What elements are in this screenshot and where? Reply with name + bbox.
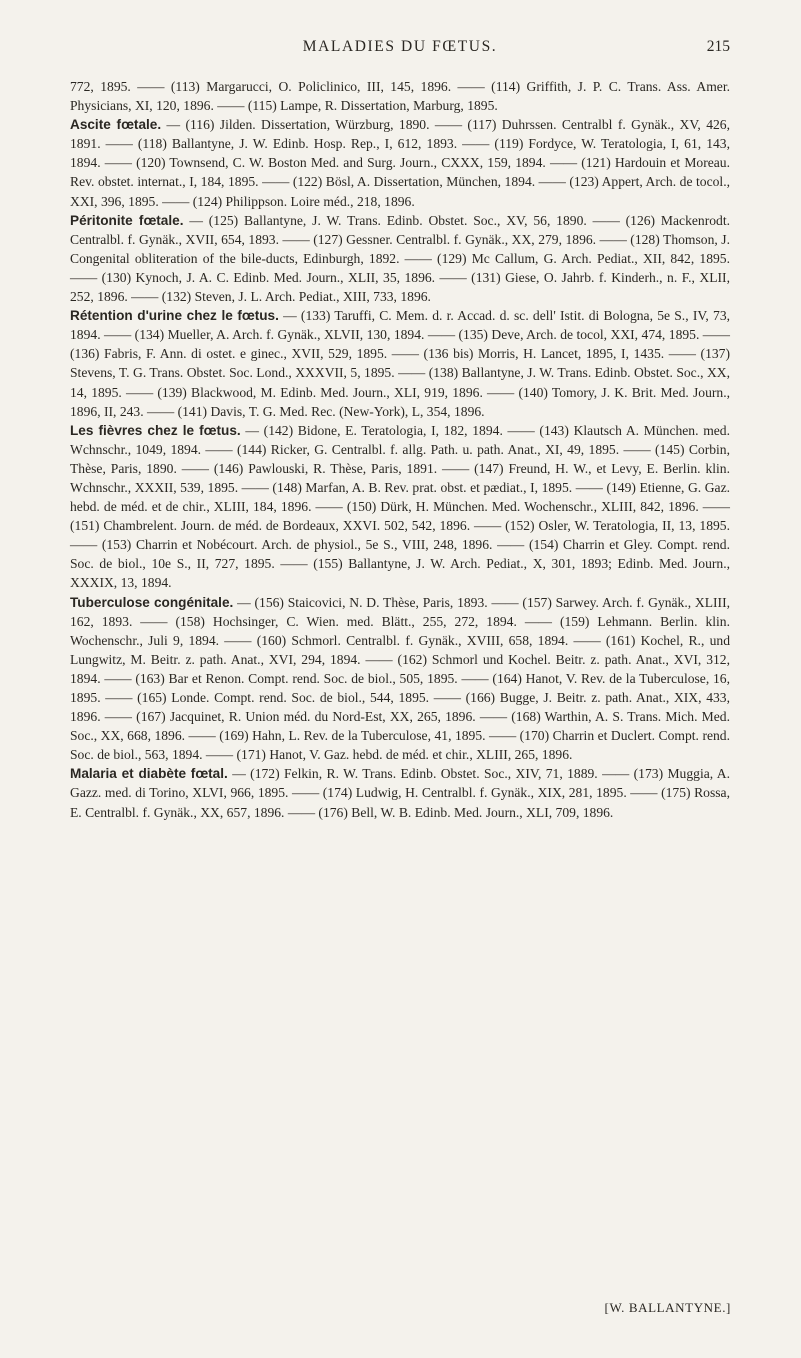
bibliography-section-continuation	[70, 77, 730, 115]
bibliography-section	[70, 421, 730, 593]
section-heading: Malaria et diabète fœtal.	[70, 766, 228, 782]
author-signature: [W. BALLANTYNE.]	[604, 1300, 731, 1315]
section-text: — (133) Taruffi, C. Mem. d. r. Accad. d. sc. dell' Istit. di Bologna, 5e S., IV, 73, 1894. —— (134) Mueller, A. Arch. f. Gynäk., XLVII, 130, 1894. —— (135) Deve, Arch. de tocol, XXI, 474, 1895. —— (136) Fabris, F. Ann. di ostet. e ginec., XVII, 529, 1895. —— (136 bis) Morris, H. Lancet, 1895, I, 1435. —— (137) Stevens, T. G. Trans. Obstet. Soc. Lond., XXXVII, 5, 1895. —— (138) Ballantyne, J. W. Trans. Edinb. Obstet. Soc., XX, 14, 1895. —— (139) Blackwood, M. Edinb. Med. Journ., XLI, 919, 1896. —— (140) Tomory, J. K. Brit. Med. Journ., 1896, II, 243. —— (141) Davis, T. G. Med. Rec. (New-York), L, 354, 1896.	[70, 308, 731, 419]
section-heading: Péritonite fœtale.	[70, 212, 184, 228]
page-header	[70, 38, 730, 68]
bibliography-body	[70, 77, 730, 822]
section-text: 772, 1895. —— (113) Margarucci, O. Policlinico, III, 145, 1896. —— (114) Griffith, J. P. C. Trans. Ass. Amer. Physicians, XI, 120, 1896. —— (115) Lampe, R. Dissertation, Marburg, 1895.	[70, 79, 730, 114]
section-text: — (172) Felkin, R. W. Trans. Edinb. Obstet. Soc., XIV, 71, 1889. —— (173) Muggia, A. Gazz. med. di Torino, XLVI, 966, 1895. —— (174) Ludwig, H. Centralbl. f. Gynäk., XIX, 281, 1895. —— (175) Rossa, E. Centralbl. f. Gynäk., XX, 657, 1896. —— (176) Bell, W. B. Edinb. Med. Journ., XLI, 709, 1896.	[70, 766, 731, 820]
running-title: MALADIES DU FŒTUS.	[302, 38, 498, 55]
section-text: — (156) Staicovici, N. D. Thèse, Paris, 1893. —— (157) Sarwey. Arch. f. Gynäk., XLIII, 162, 1893. —— (158) Hochsinger, C. Wien. med. Blätt., 255, 272, 1894. —— (159) Lehmann. Berlin. klin. Wochenschr., Juli 9, 1894. —— (160) Schmorl. Centralbl. f. Gynäk., XVIII, 658, 1894. —— (161) Kochel, R., und Lungwitz, M. Beitr. z. path. Anat., XVI, 294, 1894. —— (162) Schmorl und Kochel. Beitr. z. path. Anat., XVI, 312, 1894. —— (163) Bar et Renon. Compt. rend. Soc. de biol., 505, 1895. —— (164) Hanot, V. Rev. de la Tuberculose, 16, 1895. —— (165) Londe. Compt. rend. Soc. de biol., 544, 1895. —— (166) Bugge, J. Beitr. z. path. Anat., XIX, 433, 1896. —— (167) Jacquinet, R. Union méd. du Nord-Est, XX, 265, 1896. —— (168) Warthin, A. S. Trans. Mich. Med. Soc., XX, 668, 1896. —— (169) Hahn, L. Rev. de la Tuberculose, 41, 1895. —— (170) Charrin et Duclert. Compt. rend. Soc. de biol., 563, 1894. —— (171) Hanot, V. Gaz. hebd. de méd. et chir., XLIII, 265, 1896.	[70, 594, 731, 763]
page-number: 215	[706, 38, 730, 55]
section-heading: Rétention d'urine chez le fœtus.	[70, 308, 279, 324]
section-heading: Ascite fœtale.	[70, 117, 162, 133]
bibliography-section	[70, 211, 730, 306]
section-heading: Les fièvres chez le fœtus.	[70, 422, 241, 438]
bibliography-section	[70, 764, 730, 821]
section-text: — (125) Ballantyne, J. W. Trans. Edinb. Obstet. Soc., XV, 56, 1890. —— (126) Mackenrodt. Centralbl. f. Gynäk., XVII, 654, 1893. —— (127) Gessner. Centralbl. f. Gynäk., XX, 279, 1896. —— (128) Thomson, J. Congenital obliteration of the bile-ducts, Edinburgh, 1892. —— (129) Mc Callum, G. Arch. Pediat., XII, 842, 1895. —— (130) Kynoch, J. A. C. Edinb. Med. Journ., XLII, 35, 1896. —— (131) Giese, O. Jahrb. f. Kinderh., n. F., XLII, 252, 1896. —— (132) Steven, J. L. Arch. Pediat., XIII, 733, 1896.	[70, 212, 730, 305]
bibliography-section	[70, 115, 730, 210]
bibliography-section	[70, 593, 730, 765]
bibliography-section	[70, 306, 730, 421]
section-text: — (142) Bidone, E. Teratologia, I, 182, 1894. —— (143) Klautsch A. München. med. Wchnschr., 1049, 1894. —— (144) Ricker, G. Centralbl. f. allg. Path. u. path. Anat., XI, 49, 1895. —— (145) Corbin, Thèse, Paris, 1890. —— (146) Pawlouski, R. Thèse, Paris, 1891. —— (147) Freund, H. W., et Levy, E. Berlin. klin. Wchnschr., XXXII, 539, 1895. —— (148) Marfan, A. B. Rev. prat. obst. et pædiat., I, 1895. —— (149) Etienne, G. Gaz. hebd. de méd. et de chir., XLIII, 184, 1896. —— (150) Dürk, H. München. Med. Wochenschr., XLIII, 842, 1896. —— (151) Chambrelent. Journ. de méd. de Bordeaux, XXVI. 502, 542, 1896. —— (152) Osler, W. Teratologia, II, 13, 1895. —— (153) Charrin et Nobécourt. Arch. de physiol., 5e S., VIII, 248, 1896. —— (154) Charrin et Gley. Compt. rend. Soc. de biol., 10e S., II, 727, 1895. —— (155) Ballantyne, J. W. Arch. Pediat., X, 301, 1893; Edinb. Med. Journ., XXXIX, 13, 1894.	[70, 422, 731, 591]
section-heading: Tuberculose congénitale.	[70, 594, 234, 610]
section-text: — (116) Jilden. Dissertation, Würzburg, 1890. —— (117) Duhrssen. Centralbl f. Gynäk., XV, 426, 1891. —— (118) Ballantyne, J. W. Edinb. Hosp. Rep., I, 612, 1893. —— (119) Fordyce, W. Teratologia, I, 61, 143, 1894. —— (120) Townsend, C. W. Boston Med. and Surg. Journ., CXXX, 159, 1894. —— (121) Hardouin et Moreau. Rev. obstet. internat., I, 184, 1895. —— (122) Bösl, A. Dissertation, München, 1894. —— (123) Appert, Arch. de tocol., XXI, 396, 1895. —— (124) Philippson. Loire méd., 218, 1896.	[70, 117, 730, 209]
